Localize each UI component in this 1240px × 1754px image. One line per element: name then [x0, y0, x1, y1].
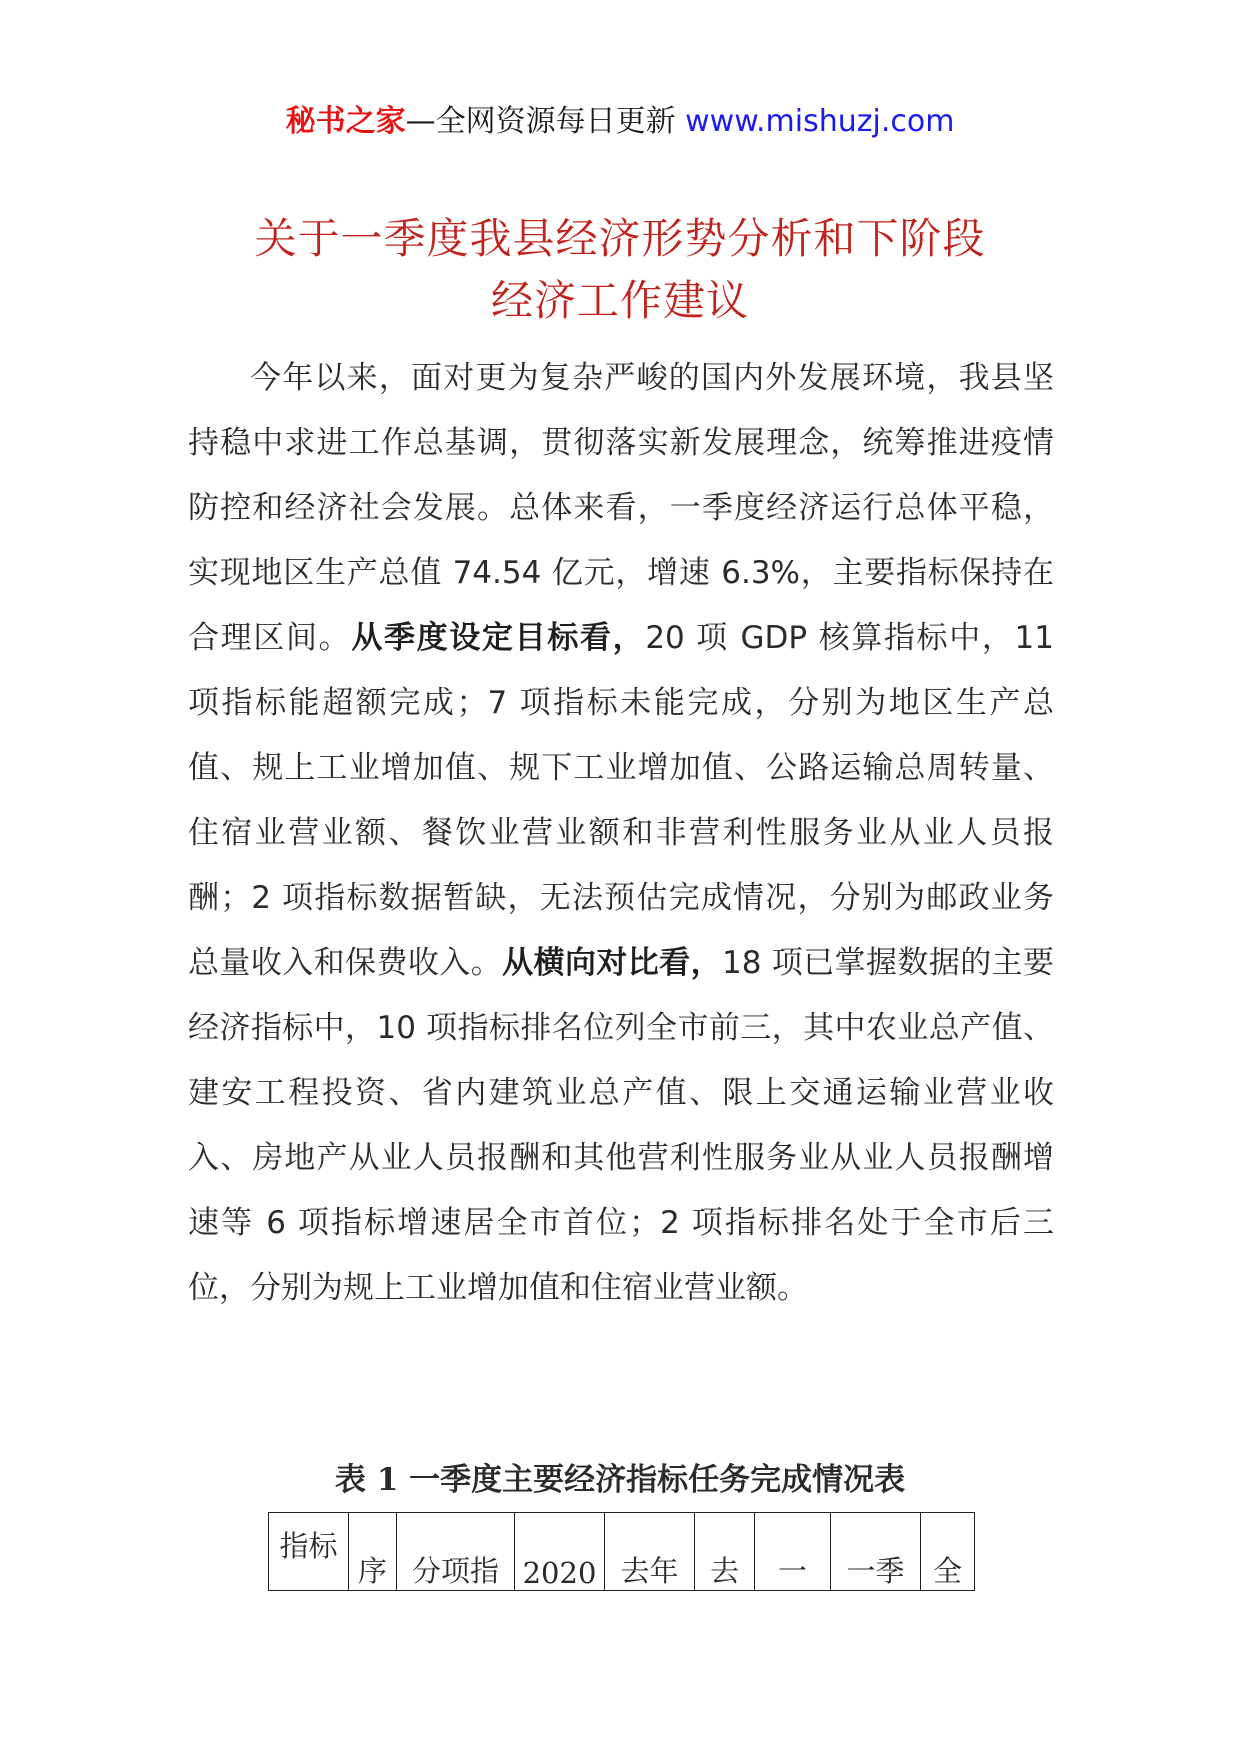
paragraph-part-2: 20 项 GDP 核算指标中，11 项指标能超额完成；7 项指标未能完成，分别为地区生产总值、规上工业增加值、规下工业增加值、公路运输总周转量、住宿业营业额、餐饮业营业额和非营利性服务业从业人员报酬；2 项指标数据暂缺，无法预估完成情况，分别为邮政业务总量收入和保费收入。 [188, 620, 1055, 981]
site-header [0, 100, 1240, 144]
title-line-2: 经济工作建议 [490, 276, 749, 325]
paragraph-part-1: 今年以来，面对更为复杂严峻的国内外发展环境，我县坚持稳中求进工作总基调，贯彻落实新发展理念，统筹推进疫情防控和经济社会发展。总体来看，一季度经济运行总体平稳，实现地区生产总值 74.54 亿元，增速 6.3%，主要指标保持在合理区间。 [188, 360, 1054, 656]
indicator-table [268, 1512, 974, 1591]
table-header-row [269, 1513, 975, 1591]
site-url-link[interactable]: www.mishuzj.com [685, 104, 955, 139]
header-slogan: —全网资源每日更新 [405, 104, 676, 139]
table-header-cell: 去年 [605, 1513, 695, 1591]
table-header-cell: 指标 [269, 1513, 349, 1591]
table-header-cell: 2020 [515, 1513, 605, 1591]
table-header-cell: 一 [755, 1513, 831, 1591]
table-header-cell: 序 [349, 1513, 397, 1591]
brand-name: 秘书之家 [285, 104, 406, 139]
table-header-cell: 去 [695, 1513, 755, 1591]
paragraph-part-3: 18 项已掌握数据的主要经济指标中，10 项指标排名位列全市前三，其中农业总产值、建安工程投资、省内建筑业总产值、限上交通运输业营业收入、房地产从业人员报酬和其他营利性服务业从业人员报酬增速等 6 项指标增速居全市首位；2 项指标排名处于全市后三位，分别为规上工业增加值和住宿业营业额。 [188, 945, 1055, 1306]
table-header-cell: 分项指 [397, 1513, 515, 1591]
table-caption: 表 1 一季度主要经济指标任务完成情况表 [334, 1462, 906, 1498]
paragraph-bold-1: 从季度设定目标看， [351, 620, 646, 656]
title-line-1: 关于一季度我县经济形势分析和下阶段 [254, 214, 986, 263]
paragraph-bold-2: 从横向对比看， [502, 945, 723, 981]
table-header-cell: 全 [921, 1513, 975, 1591]
table-header-cell: 一季 [831, 1513, 921, 1591]
body-paragraph [188, 346, 1054, 1321]
document-title [120, 208, 1120, 332]
